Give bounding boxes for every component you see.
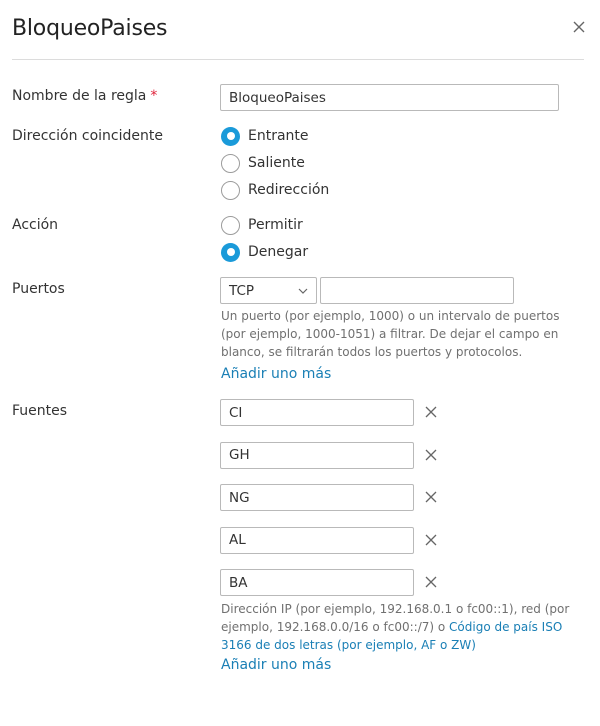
remove-icon[interactable] (424, 490, 438, 504)
dialog-title: BloqueoPaises (12, 16, 168, 41)
radio-permitir[interactable] (221, 214, 303, 236)
ports-add-more-link[interactable]: Añadir uno más (221, 366, 332, 382)
sources-label: Fuentes (12, 403, 68, 419)
radio-label: Permitir (248, 217, 303, 233)
chevron-down-icon (298, 288, 308, 294)
radio-label: Entrante (248, 128, 309, 144)
remove-icon[interactable] (424, 448, 438, 462)
source-input[interactable] (220, 442, 414, 469)
radio-saliente[interactable] (221, 152, 305, 174)
remove-icon[interactable] (424, 405, 438, 419)
radio-denegar[interactable] (221, 241, 308, 263)
radio-button[interactable] (221, 127, 240, 146)
radio-button[interactable] (221, 181, 240, 200)
protocol-select[interactable] (220, 277, 317, 304)
radio-entrante[interactable] (221, 125, 309, 147)
port-input[interactable] (320, 277, 514, 304)
radio-button[interactable] (221, 154, 240, 173)
radio-redireccion[interactable] (221, 179, 329, 201)
iso-code-link[interactable]: Código de país ISO 3166 de dos letras (por ejemplo, AF o ZW) (221, 620, 563, 652)
radio-button[interactable] (221, 216, 240, 235)
dialog-header (12, 14, 588, 48)
remove-icon[interactable] (424, 575, 438, 589)
close-icon[interactable] (570, 18, 588, 36)
source-input[interactable] (220, 569, 414, 596)
radio-button[interactable] (221, 243, 240, 262)
radio-label: Saliente (248, 155, 305, 171)
ports-help-text: Un puerto (por ejemplo, 1000) o un intervalo de puertos (por ejemplo, 1000-1051) a filtrar. De dejar el campo en blanco, se filtrarán todos los puertos y protocolos. (221, 309, 560, 359)
source-input[interactable] (220, 527, 414, 554)
action-label: Acción (12, 217, 59, 233)
sources-help-text: Dirección IP (por ejemplo, 192.168.0.1 o fc00::1), red (por ejemplo, 192.168.0.0/16 o fc00::/7) o Código de país ISO 3166 de dos letras (por ejemplo, AF o ZW) (221, 602, 570, 652)
header-divider (12, 59, 584, 60)
source-input[interactable] (220, 484, 414, 511)
required-mark: * (150, 88, 158, 104)
direction-label: Dirección coincidente (12, 128, 163, 144)
rule-name-label: Nombre de la regla * (12, 88, 158, 104)
radio-label: Redirección (248, 182, 330, 198)
radio-label: Denegar (248, 244, 309, 260)
rule-name-input[interactable] (220, 84, 559, 111)
remove-icon[interactable] (424, 533, 438, 547)
source-input[interactable] (220, 399, 414, 426)
ports-label: Puertos (12, 281, 65, 297)
sources-add-more-link[interactable]: Añadir uno más (221, 657, 332, 673)
protocol-value: TCP (229, 282, 255, 299)
